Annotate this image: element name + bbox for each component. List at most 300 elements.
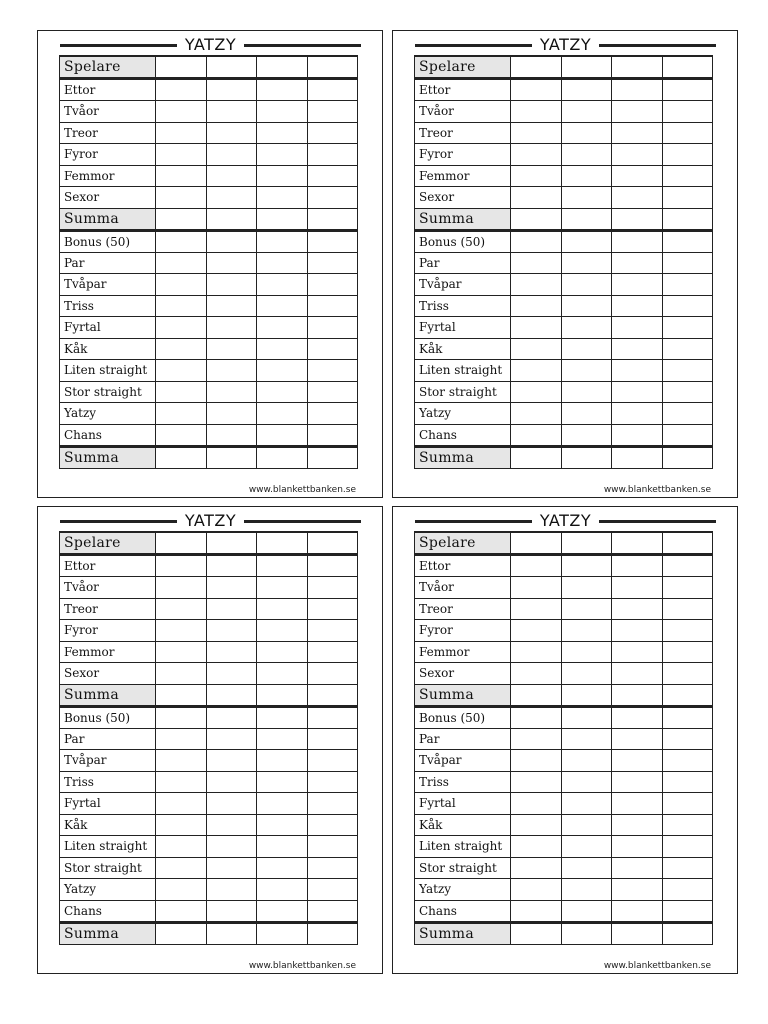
score-cell[interactable]: [206, 750, 257, 772]
score-cell[interactable]: [511, 900, 562, 922]
score-cell[interactable]: [206, 663, 257, 685]
score-cell[interactable]: [307, 446, 358, 468]
score-cell[interactable]: [156, 274, 207, 296]
score-cell[interactable]: [206, 857, 257, 879]
score-cell[interactable]: [307, 165, 358, 187]
score-cell[interactable]: [662, 706, 713, 728]
score-cell[interactable]: [612, 446, 663, 468]
score-cell[interactable]: [511, 424, 562, 446]
score-cell[interactable]: [511, 338, 562, 360]
score-cell[interactable]: [307, 56, 358, 79]
score-cell[interactable]: [257, 274, 308, 296]
score-cell[interactable]: [612, 317, 663, 339]
score-cell[interactable]: [257, 360, 308, 382]
score-cell[interactable]: [662, 750, 713, 772]
score-cell[interactable]: [561, 56, 612, 79]
score-cell[interactable]: [662, 598, 713, 620]
score-cell[interactable]: [206, 274, 257, 296]
score-cell[interactable]: [257, 381, 308, 403]
score-cell[interactable]: [561, 684, 612, 706]
score-cell[interactable]: [561, 144, 612, 166]
score-cell[interactable]: [511, 360, 562, 382]
score-cell[interactable]: [561, 728, 612, 750]
score-cell[interactable]: [206, 684, 257, 706]
score-cell[interactable]: [307, 79, 358, 101]
score-cell[interactable]: [662, 684, 713, 706]
score-cell[interactable]: [662, 879, 713, 901]
score-cell[interactable]: [561, 900, 612, 922]
score-cell[interactable]: [257, 814, 308, 836]
score-cell[interactable]: [511, 598, 562, 620]
score-cell[interactable]: [156, 317, 207, 339]
score-cell[interactable]: [612, 663, 663, 685]
score-cell[interactable]: [206, 403, 257, 425]
score-cell[interactable]: [257, 122, 308, 144]
score-cell[interactable]: [662, 446, 713, 468]
score-cell[interactable]: [156, 641, 207, 663]
score-cell[interactable]: [206, 577, 257, 599]
score-cell[interactable]: [307, 208, 358, 230]
score-cell[interactable]: [662, 381, 713, 403]
score-cell[interactable]: [156, 793, 207, 815]
score-cell[interactable]: [561, 922, 612, 944]
score-cell[interactable]: [511, 728, 562, 750]
score-cell[interactable]: [612, 56, 663, 79]
score-cell[interactable]: [662, 79, 713, 101]
score-cell[interactable]: [206, 144, 257, 166]
score-cell[interactable]: [206, 56, 257, 79]
score-cell[interactable]: [206, 208, 257, 230]
score-cell[interactable]: [257, 144, 308, 166]
score-cell[interactable]: [662, 295, 713, 317]
score-cell[interactable]: [257, 793, 308, 815]
score-cell[interactable]: [511, 879, 562, 901]
score-cell[interactable]: [561, 663, 612, 685]
score-cell[interactable]: [206, 338, 257, 360]
score-cell[interactable]: [511, 403, 562, 425]
score-cell[interactable]: [511, 381, 562, 403]
score-cell[interactable]: [206, 360, 257, 382]
score-cell[interactable]: [307, 857, 358, 879]
score-cell[interactable]: [156, 187, 207, 209]
score-cell[interactable]: [612, 706, 663, 728]
score-cell[interactable]: [206, 598, 257, 620]
score-cell[interactable]: [307, 684, 358, 706]
score-cell[interactable]: [257, 446, 308, 468]
score-cell[interactable]: [156, 706, 207, 728]
score-cell[interactable]: [257, 836, 308, 858]
score-cell[interactable]: [662, 663, 713, 685]
score-cell[interactable]: [662, 641, 713, 663]
score-cell[interactable]: [206, 900, 257, 922]
score-cell[interactable]: [561, 598, 612, 620]
score-cell[interactable]: [612, 620, 663, 642]
score-cell[interactable]: [511, 230, 562, 252]
score-cell[interactable]: [511, 187, 562, 209]
score-cell[interactable]: [206, 295, 257, 317]
score-cell[interactable]: [206, 122, 257, 144]
score-cell[interactable]: [612, 641, 663, 663]
score-cell[interactable]: [561, 338, 612, 360]
score-cell[interactable]: [612, 165, 663, 187]
score-cell[interactable]: [307, 122, 358, 144]
score-cell[interactable]: [662, 814, 713, 836]
score-cell[interactable]: [662, 144, 713, 166]
score-cell[interactable]: [257, 641, 308, 663]
score-cell[interactable]: [156, 360, 207, 382]
score-cell[interactable]: [156, 922, 207, 944]
score-cell[interactable]: [612, 208, 663, 230]
score-cell[interactable]: [257, 706, 308, 728]
score-cell[interactable]: [307, 836, 358, 858]
score-cell[interactable]: [612, 900, 663, 922]
score-cell[interactable]: [662, 771, 713, 793]
score-cell[interactable]: [511, 836, 562, 858]
score-cell[interactable]: [612, 274, 663, 296]
score-cell[interactable]: [561, 208, 612, 230]
score-cell[interactable]: [156, 663, 207, 685]
score-cell[interactable]: [307, 706, 358, 728]
score-cell[interactable]: [156, 122, 207, 144]
score-cell[interactable]: [156, 577, 207, 599]
score-cell[interactable]: [257, 56, 308, 79]
score-cell[interactable]: [612, 403, 663, 425]
score-cell[interactable]: [612, 144, 663, 166]
score-cell[interactable]: [307, 317, 358, 339]
score-cell[interactable]: [156, 598, 207, 620]
score-cell[interactable]: [511, 555, 562, 577]
score-cell[interactable]: [561, 620, 612, 642]
score-cell[interactable]: [612, 187, 663, 209]
score-cell[interactable]: [257, 684, 308, 706]
score-cell[interactable]: [662, 577, 713, 599]
score-cell[interactable]: [257, 857, 308, 879]
score-cell[interactable]: [511, 684, 562, 706]
score-cell[interactable]: [156, 555, 207, 577]
score-cell[interactable]: [662, 338, 713, 360]
score-cell[interactable]: [561, 79, 612, 101]
score-cell[interactable]: [612, 922, 663, 944]
score-cell[interactable]: [307, 771, 358, 793]
score-cell[interactable]: [662, 555, 713, 577]
score-cell[interactable]: [612, 381, 663, 403]
score-cell[interactable]: [561, 122, 612, 144]
score-cell[interactable]: [156, 381, 207, 403]
score-cell[interactable]: [511, 750, 562, 772]
score-cell[interactable]: [206, 836, 257, 858]
score-cell[interactable]: [561, 295, 612, 317]
score-cell[interactable]: [662, 424, 713, 446]
score-cell[interactable]: [257, 252, 308, 274]
score-cell[interactable]: [511, 165, 562, 187]
score-cell[interactable]: [561, 274, 612, 296]
score-cell[interactable]: [156, 900, 207, 922]
score-cell[interactable]: [561, 101, 612, 123]
score-cell[interactable]: [156, 620, 207, 642]
score-cell[interactable]: [257, 208, 308, 230]
score-cell[interactable]: [257, 187, 308, 209]
score-cell[interactable]: [561, 641, 612, 663]
score-cell[interactable]: [257, 79, 308, 101]
score-cell[interactable]: [257, 663, 308, 685]
score-cell[interactable]: [156, 230, 207, 252]
score-cell[interactable]: [206, 879, 257, 901]
score-cell[interactable]: [156, 295, 207, 317]
score-cell[interactable]: [257, 771, 308, 793]
score-cell[interactable]: [561, 187, 612, 209]
score-cell[interactable]: [511, 317, 562, 339]
score-cell[interactable]: [511, 446, 562, 468]
score-cell[interactable]: [257, 338, 308, 360]
score-cell[interactable]: [156, 532, 207, 555]
score-cell[interactable]: [156, 56, 207, 79]
score-cell[interactable]: [612, 684, 663, 706]
score-cell[interactable]: [511, 208, 562, 230]
score-cell[interactable]: [662, 857, 713, 879]
score-cell[interactable]: [257, 879, 308, 901]
score-cell[interactable]: [662, 252, 713, 274]
score-cell[interactable]: [257, 598, 308, 620]
score-cell[interactable]: [612, 532, 663, 555]
score-cell[interactable]: [307, 101, 358, 123]
score-cell[interactable]: [257, 577, 308, 599]
score-cell[interactable]: [612, 101, 663, 123]
score-cell[interactable]: [662, 165, 713, 187]
score-cell[interactable]: [206, 101, 257, 123]
score-cell[interactable]: [307, 403, 358, 425]
score-cell[interactable]: [612, 252, 663, 274]
score-cell[interactable]: [156, 403, 207, 425]
score-cell[interactable]: [156, 814, 207, 836]
score-cell[interactable]: [561, 857, 612, 879]
score-cell[interactable]: [257, 750, 308, 772]
score-cell[interactable]: [156, 446, 207, 468]
score-cell[interactable]: [307, 187, 358, 209]
score-cell[interactable]: [156, 750, 207, 772]
score-cell[interactable]: [612, 879, 663, 901]
score-cell[interactable]: [561, 793, 612, 815]
score-cell[interactable]: [511, 252, 562, 274]
score-cell[interactable]: [561, 555, 612, 577]
score-cell[interactable]: [612, 360, 663, 382]
score-cell[interactable]: [511, 793, 562, 815]
score-cell[interactable]: [307, 274, 358, 296]
score-cell[interactable]: [612, 79, 663, 101]
score-cell[interactable]: [156, 208, 207, 230]
score-cell[interactable]: [662, 230, 713, 252]
score-cell[interactable]: [612, 295, 663, 317]
score-cell[interactable]: [662, 317, 713, 339]
score-cell[interactable]: [307, 922, 358, 944]
score-cell[interactable]: [662, 403, 713, 425]
score-cell[interactable]: [307, 879, 358, 901]
score-cell[interactable]: [206, 532, 257, 555]
score-cell[interactable]: [307, 360, 358, 382]
score-cell[interactable]: [206, 728, 257, 750]
score-cell[interactable]: [662, 836, 713, 858]
score-cell[interactable]: [561, 252, 612, 274]
score-cell[interactable]: [511, 922, 562, 944]
score-cell[interactable]: [561, 706, 612, 728]
score-cell[interactable]: [257, 620, 308, 642]
score-cell[interactable]: [662, 360, 713, 382]
score-cell[interactable]: [257, 532, 308, 555]
score-cell[interactable]: [561, 814, 612, 836]
score-cell[interactable]: [156, 252, 207, 274]
score-cell[interactable]: [307, 728, 358, 750]
score-cell[interactable]: [206, 706, 257, 728]
score-cell[interactable]: [307, 381, 358, 403]
score-cell[interactable]: [612, 598, 663, 620]
score-cell[interactable]: [206, 814, 257, 836]
score-cell[interactable]: [206, 620, 257, 642]
score-cell[interactable]: [511, 663, 562, 685]
score-cell[interactable]: [307, 555, 358, 577]
score-cell[interactable]: [156, 79, 207, 101]
score-cell[interactable]: [206, 381, 257, 403]
score-cell[interactable]: [612, 814, 663, 836]
score-cell[interactable]: [156, 424, 207, 446]
score-cell[interactable]: [662, 620, 713, 642]
score-cell[interactable]: [257, 403, 308, 425]
score-cell[interactable]: [511, 641, 562, 663]
score-cell[interactable]: [561, 165, 612, 187]
score-cell[interactable]: [662, 728, 713, 750]
score-cell[interactable]: [206, 187, 257, 209]
score-cell[interactable]: [511, 144, 562, 166]
score-cell[interactable]: [156, 857, 207, 879]
score-cell[interactable]: [612, 728, 663, 750]
score-cell[interactable]: [662, 274, 713, 296]
score-cell[interactable]: [511, 620, 562, 642]
score-cell[interactable]: [612, 836, 663, 858]
score-cell[interactable]: [206, 446, 257, 468]
score-cell[interactable]: [257, 728, 308, 750]
score-cell[interactable]: [511, 857, 562, 879]
score-cell[interactable]: [662, 208, 713, 230]
score-cell[interactable]: [257, 317, 308, 339]
score-cell[interactable]: [561, 836, 612, 858]
score-cell[interactable]: [612, 857, 663, 879]
score-cell[interactable]: [612, 771, 663, 793]
score-cell[interactable]: [561, 381, 612, 403]
score-cell[interactable]: [561, 424, 612, 446]
score-cell[interactable]: [206, 165, 257, 187]
score-cell[interactable]: [307, 252, 358, 274]
score-cell[interactable]: [257, 230, 308, 252]
score-cell[interactable]: [206, 252, 257, 274]
score-cell[interactable]: [307, 793, 358, 815]
score-cell[interactable]: [156, 771, 207, 793]
score-cell[interactable]: [307, 663, 358, 685]
score-cell[interactable]: [662, 187, 713, 209]
score-cell[interactable]: [662, 101, 713, 123]
score-cell[interactable]: [206, 317, 257, 339]
score-cell[interactable]: [156, 684, 207, 706]
score-cell[interactable]: [561, 403, 612, 425]
score-cell[interactable]: [612, 750, 663, 772]
score-cell[interactable]: [206, 555, 257, 577]
score-cell[interactable]: [662, 122, 713, 144]
score-cell[interactable]: [206, 230, 257, 252]
score-cell[interactable]: [561, 360, 612, 382]
score-cell[interactable]: [511, 577, 562, 599]
score-cell[interactable]: [257, 922, 308, 944]
score-cell[interactable]: [156, 338, 207, 360]
score-cell[interactable]: [257, 295, 308, 317]
score-cell[interactable]: [307, 532, 358, 555]
score-cell[interactable]: [561, 577, 612, 599]
score-cell[interactable]: [612, 555, 663, 577]
score-cell[interactable]: [206, 424, 257, 446]
score-cell[interactable]: [156, 101, 207, 123]
score-cell[interactable]: [156, 836, 207, 858]
score-cell[interactable]: [511, 706, 562, 728]
score-cell[interactable]: [257, 165, 308, 187]
score-cell[interactable]: [307, 295, 358, 317]
score-cell[interactable]: [511, 532, 562, 555]
score-cell[interactable]: [307, 598, 358, 620]
score-cell[interactable]: [206, 641, 257, 663]
score-cell[interactable]: [561, 879, 612, 901]
score-cell[interactable]: [307, 577, 358, 599]
score-cell[interactable]: [206, 79, 257, 101]
score-cell[interactable]: [511, 56, 562, 79]
score-cell[interactable]: [662, 532, 713, 555]
score-cell[interactable]: [612, 424, 663, 446]
score-cell[interactable]: [307, 424, 358, 446]
score-cell[interactable]: [206, 771, 257, 793]
score-cell[interactable]: [561, 446, 612, 468]
score-cell[interactable]: [156, 728, 207, 750]
score-cell[interactable]: [561, 230, 612, 252]
score-cell[interactable]: [156, 165, 207, 187]
score-cell[interactable]: [612, 577, 663, 599]
score-cell[interactable]: [511, 274, 562, 296]
score-cell[interactable]: [662, 56, 713, 79]
score-cell[interactable]: [307, 144, 358, 166]
score-cell[interactable]: [561, 532, 612, 555]
score-cell[interactable]: [307, 641, 358, 663]
score-cell[interactable]: [511, 122, 562, 144]
score-cell[interactable]: [156, 144, 207, 166]
score-cell[interactable]: [307, 338, 358, 360]
score-cell[interactable]: [206, 922, 257, 944]
score-cell[interactable]: [612, 338, 663, 360]
score-cell[interactable]: [156, 879, 207, 901]
score-cell[interactable]: [662, 900, 713, 922]
score-cell[interactable]: [561, 317, 612, 339]
score-cell[interactable]: [307, 814, 358, 836]
score-cell[interactable]: [257, 424, 308, 446]
score-cell[interactable]: [511, 295, 562, 317]
score-cell[interactable]: [561, 750, 612, 772]
score-cell[interactable]: [612, 122, 663, 144]
score-cell[interactable]: [612, 793, 663, 815]
score-cell[interactable]: [561, 771, 612, 793]
score-cell[interactable]: [257, 101, 308, 123]
score-cell[interactable]: [257, 900, 308, 922]
score-cell[interactable]: [307, 750, 358, 772]
score-cell[interactable]: [307, 620, 358, 642]
score-cell[interactable]: [206, 793, 257, 815]
score-cell[interactable]: [612, 230, 663, 252]
score-cell[interactable]: [511, 814, 562, 836]
score-cell[interactable]: [662, 793, 713, 815]
score-cell[interactable]: [662, 922, 713, 944]
score-cell[interactable]: [307, 230, 358, 252]
score-cell[interactable]: [307, 900, 358, 922]
